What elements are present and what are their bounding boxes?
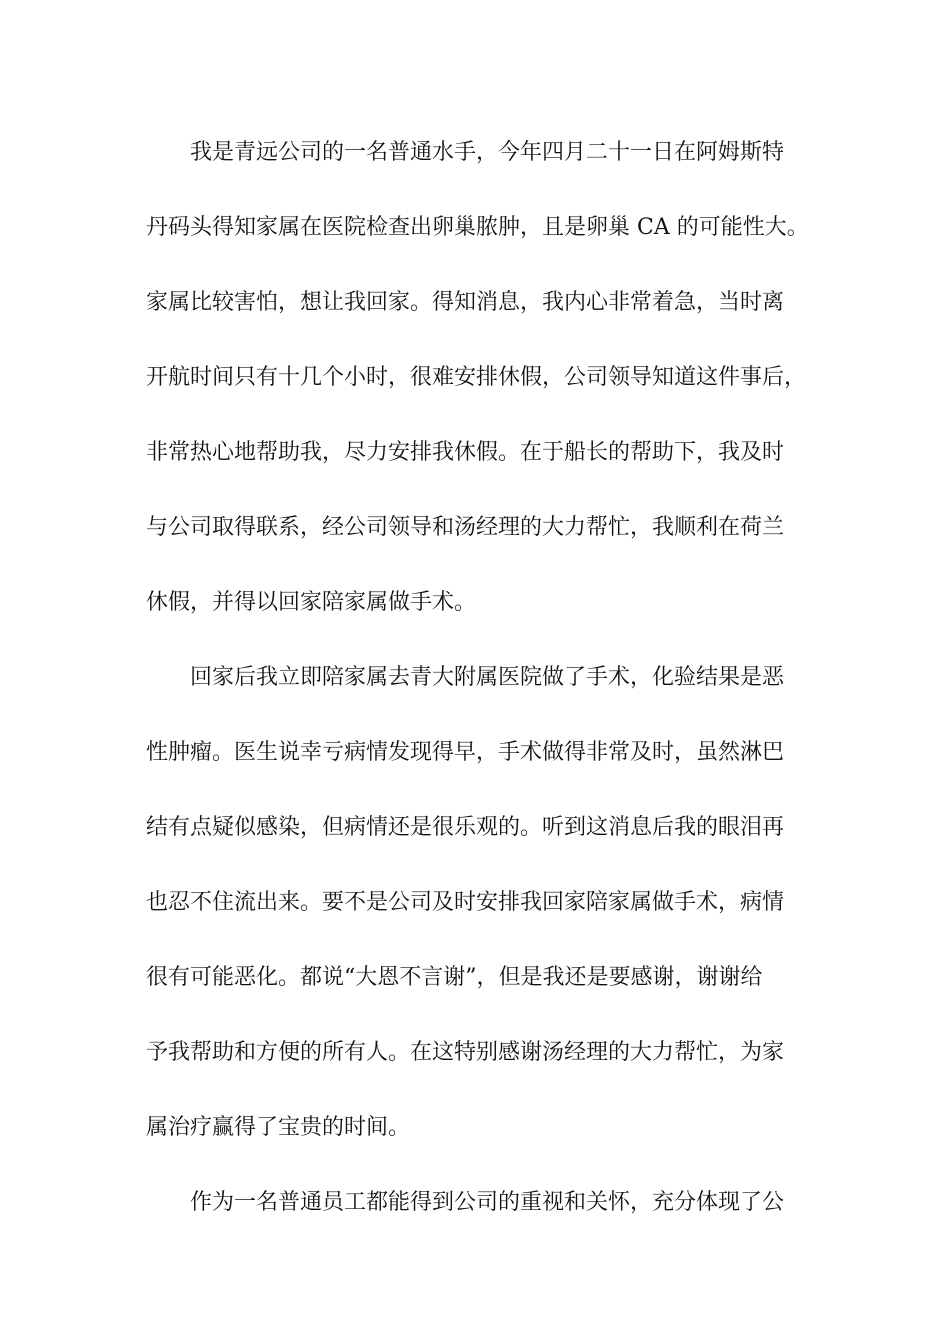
paragraph-1-line-4: 开航时间只有十几个小时，很难安排休假，公司领导知道这件事后，	[146, 365, 807, 390]
paragraph-2-line-5: 很有可能恶化。都说“大恩不言谢”，但是我还是要感谢，谢谢给	[146, 965, 763, 990]
paragraph-2-line-4: 也忍不住流出来。要不是公司及时安排我回家陪家属做手术，病情	[146, 890, 785, 915]
paragraph-1-line-7: 休假，并得以回家陪家属做手术。	[146, 590, 477, 615]
paragraph-1-line-2: 丹码头得知家属在医院检查出卵巢脓肿，且是卵巢 CA 的可能性大。	[146, 215, 809, 240]
paragraph-1-line-6: 与公司取得联系，经公司领导和汤经理的大力帮忙，我顺利在荷兰	[146, 515, 785, 540]
paragraph-1-line-1: 我是青远公司的一名普通水手，今年四月二十一日在阿姆斯特	[190, 140, 785, 165]
paragraph-1-line-3: 家属比较害怕，想让我回家。得知消息，我内心非常着急，当时离	[146, 290, 785, 315]
paragraph-2-line-7: 属治疗赢得了宝贵的时间。	[146, 1115, 411, 1140]
paragraph-3-line-1: 作为一名普通员工都能得到公司的重视和关怀，充分体现了公	[190, 1190, 785, 1215]
paragraph-2-line-2: 性肿瘤。医生说幸亏病情发现得早，手术做得非常及时，虽然淋巴	[146, 740, 785, 765]
paragraph-2-line-1: 回家后我立即陪家属去青大附属医院做了手术，化验结果是恶	[190, 665, 785, 690]
paragraph-2-line-6: 予我帮助和方便的所有人。在这特别感谢汤经理的大力帮忙，为家	[146, 1040, 785, 1065]
paragraph-2-line-3: 结有点疑似感染，但病情还是很乐观的。听到这消息后我的眼泪再	[146, 815, 785, 840]
paragraph-1-line-5: 非常热心地帮助我，尽力安排我休假。在于船长的帮助下，我及时	[146, 440, 785, 465]
